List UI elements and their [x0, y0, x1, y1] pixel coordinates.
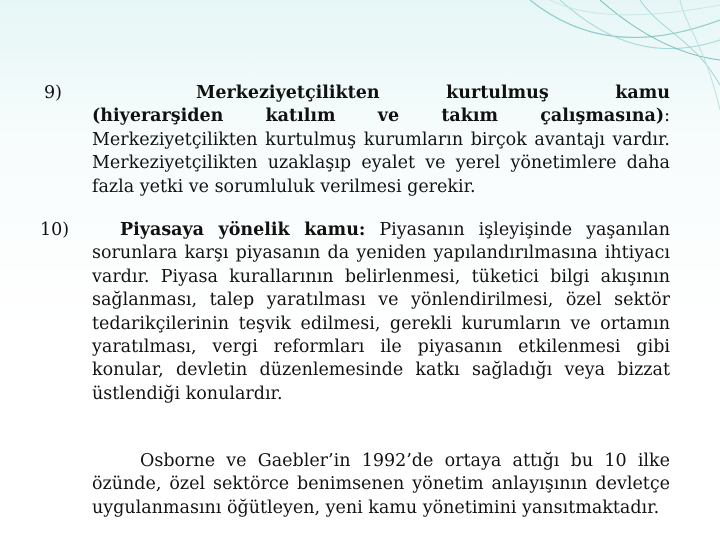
list-item-9 [92, 82, 670, 199]
item-title-colon-9: : [664, 106, 670, 127]
summary-paragraph: Osborne ve Gaebler’in 1992’de ortaya attığı bu 10 ilke özünde, özel sektörce benimsenen yönetim anlayışının devletçe uygulanmasını öğütleyen, yeni kamu yönetimini yansıtmaktadır. [92, 451, 670, 518]
item-number-9: 9) [44, 83, 62, 103]
item-title-10: Piyasaya yönelik kamu: [120, 220, 366, 240]
item-title-9: Merkeziyetçilikten kurtulmuş kamu (hiyerarşiden katılım ve takım çalışmasına) [92, 83, 670, 127]
item-number-10: 10) [40, 220, 70, 240]
list-item-10 [92, 219, 670, 406]
item-body-10: Piyasanın işleyişinde yaşanılan sorunlara karşı piyasanın da yeniden yapılandırılmasına ihtiyacı vardır. Piyasa kurallarının belirlenmesi, tüketici bilgi akışının sağlanması, talep yaratılması ve yönlendirilmesi, özel sektör tedarikçilerinin teşvik edilmesi, gerekli kurumların ve ortamın yaratılması, vergi reformları ile piyasanın etkilenmesi gibi konular, devletin düzenlemesinde katkı sağladığı veya bizzat üstlendiği konulardır. [92, 220, 670, 404]
item-body-9: Merkeziyetçilikten kurtulmuş kurumların birçok avantajı vardır. Merkeziyetçilikten uzaklaşıp eyalet ve yerel yönetimlere daha fazla yetki ve sorumluluk verilmesi gerekir. [92, 129, 670, 197]
